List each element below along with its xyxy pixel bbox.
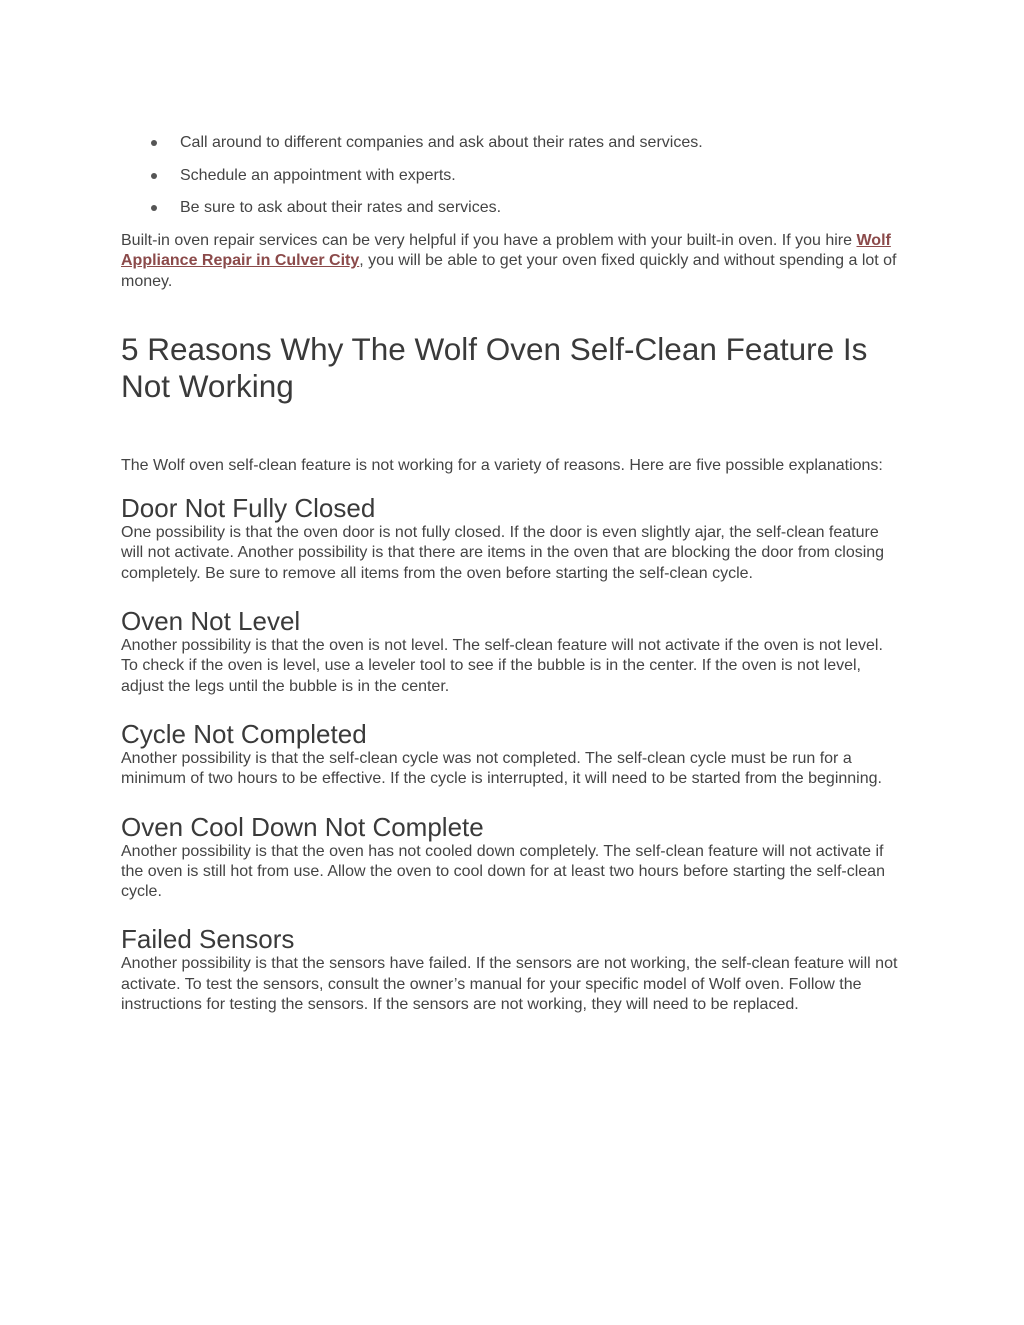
- wolf-repair-link[interactable]: Wolf Appliance Repair in Culver City: [121, 232, 891, 270]
- bullet-icon: [151, 205, 157, 211]
- list-item-text: Schedule an appointment with experts.: [180, 166, 456, 184]
- list-item-text: Be sure to ask about their rates and services.: [180, 199, 502, 216]
- main-heading: 5 Reasons Why The Wolf Oven Self-Clean Feature Is Not Working: [121, 330, 868, 404]
- section-body: One possibility is that the oven door is not fully closed. If the door is even slightly ajar, the self-clean feature will not activate. Another possibility is that there are items in the oven that are blocking the door from closing completely. Be sure to remove all items from the oven before starting the self-clean cycle.: [121, 524, 885, 582]
- section-heading: Oven Not Level: [121, 606, 301, 637]
- list-item: [121, 132, 901, 154]
- reason-section: [121, 719, 901, 790]
- reason-section: [121, 924, 901, 1015]
- list-item-text: Call around to different companies and ask about their rates and services.: [180, 134, 703, 151]
- section-heading: Cycle Not Completed: [121, 718, 367, 749]
- section-body: Another possibility is that the oven has not cooled down completely. The self-clean feature will not activate if the oven is still hot from use. Allow the oven to cool down for at least two hours before starting the self-clean cycle.: [121, 842, 885, 901]
- section-heading: Failed Sensors: [121, 924, 295, 955]
- list-item: [121, 197, 901, 219]
- intro-paragraph: [121, 231, 901, 292]
- section-body: Another possibility is that the self-clean cycle was not completed. The self-clean cycle must be run for a minimum of two hours to be effective. If the cycle is interrupted, it will need to be started from the beginning.: [121, 749, 882, 788]
- reason-section: [121, 493, 901, 584]
- intro-text-before: Built-in oven repair services can be very helpful if you have a problem with your built-in oven. If you hire: [121, 232, 857, 249]
- tips-list: [121, 132, 901, 219]
- bullet-icon: [151, 173, 157, 179]
- reason-section: [121, 606, 901, 697]
- lead-paragraph: The Wolf oven self-clean feature is not working for a variety of reasons. Here are five possible explanations:: [121, 456, 883, 474]
- list-item: [121, 165, 901, 187]
- document-page: [121, 132, 901, 1015]
- section-heading: Oven Cool Down Not Complete: [121, 811, 484, 842]
- intro-text-after: , you will be able to get your oven fixed quickly and without spending a lot of money.: [121, 252, 897, 290]
- section-body: Another possibility is that the oven is not level. The self-clean feature will not activate if the oven is not level. To check if the oven is level, use a leveler tool to see if the bubble is in the center. If the oven is not level, adjust the legs until the bubble is in the center.: [121, 637, 883, 695]
- bullet-icon: [151, 140, 157, 146]
- section-heading: Door Not Fully Closed: [121, 493, 376, 524]
- reasons-list: [121, 493, 901, 1015]
- section-body: Another possibility is that the sensors have failed. If the sensors are not working, the self-clean feature will not activate. To test the sensors, consult the owner’s manual for your specific model of Wolf oven. Follow the instructions for testing the sensors. If the sensors are not working, they will need to be replaced.: [121, 955, 898, 1014]
- reason-section: [121, 812, 901, 903]
